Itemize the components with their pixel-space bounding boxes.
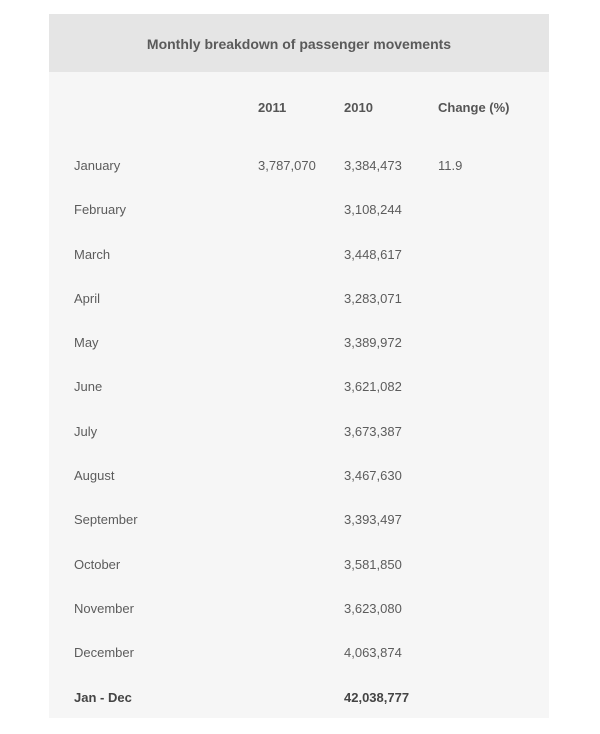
cell-month: November [74,600,134,616]
passenger-table-panel [49,14,549,718]
cell-2010: 3,673,387 [344,423,402,439]
cell-month: July [74,423,98,439]
cell-2010: 3,623,080 [344,600,402,616]
column-header-change: Change (%) [438,100,510,115]
table-row [49,557,549,601]
cell-2011: 3,787,070 [258,158,316,173]
table-row [49,379,549,423]
cell-2010: 3,448,617 [344,246,402,262]
table-body [49,158,549,734]
table-row [49,158,549,202]
cell-month: February [74,202,127,218]
cell-2010: 3,283,071 [344,290,402,306]
cell-2010: 3,393,497 [344,512,402,528]
cell-month: September [74,512,138,528]
cell-month: March [74,246,111,262]
cell-2010: 3,384,473 [344,158,402,173]
cell-month: May [74,335,99,351]
cell-month: December [74,645,134,661]
cell-month: Jan - Dec [74,689,132,705]
table-title: Monthly breakdown of passenger movements [146,36,452,52]
table-row [49,601,549,645]
table-row [49,468,549,512]
column-header-2011: 2011 [258,100,287,115]
cell-2010: 3,389,972 [344,335,402,351]
cell-month: April [74,290,101,306]
table-header-bar [49,14,549,72]
cell-2010: 4,063,874 [344,645,402,661]
table-row [49,202,549,246]
cell-month: August [74,468,115,484]
table-row [49,335,549,379]
cell-2010: 3,467,630 [344,468,402,484]
column-headers [49,100,549,116]
cell-month: January [74,158,121,173]
cell-2010: 42,038,777 [344,689,410,705]
table-row [49,424,549,468]
table-row [49,247,549,291]
table-row [49,512,549,556]
cell-change: 11.9 [438,158,463,173]
table-total-row [49,690,549,734]
table-row [49,291,549,335]
table-row [49,645,549,689]
cell-2010: 3,108,244 [344,202,402,218]
cell-month: October [74,556,121,572]
cell-2010: 3,621,082 [344,379,402,395]
cell-2010: 3,581,850 [344,556,402,572]
cell-month: June [74,379,103,395]
column-header-2010: 2010 [344,100,373,115]
